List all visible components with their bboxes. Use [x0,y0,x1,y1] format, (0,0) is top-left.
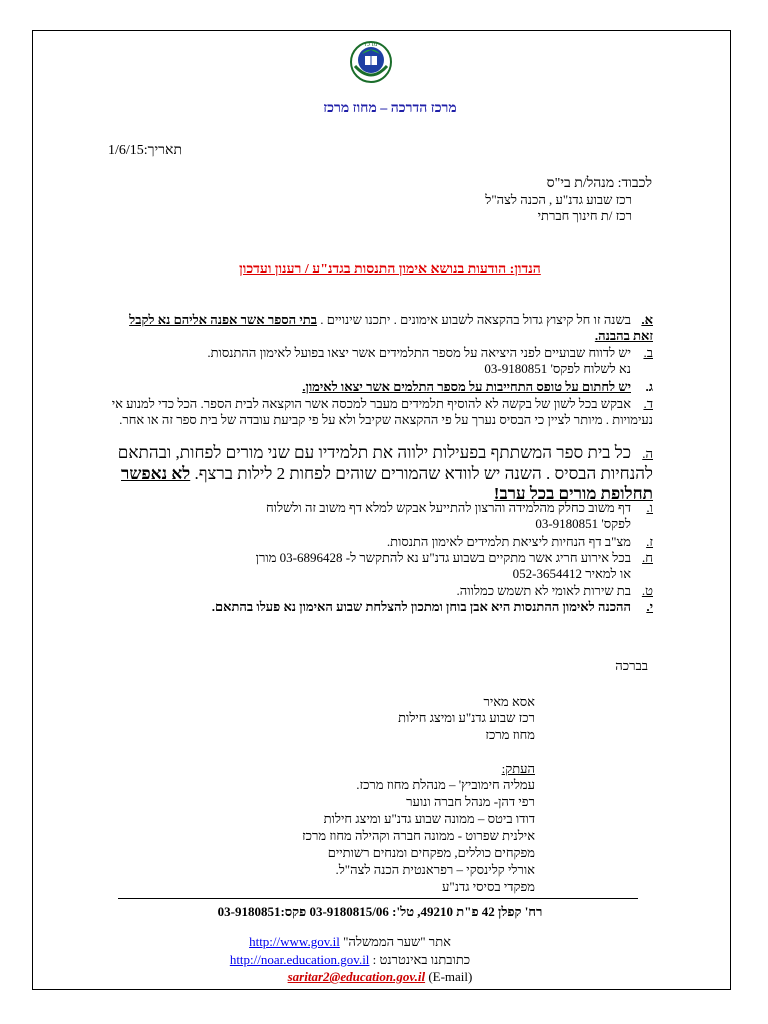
cc-line: מפקדי בסיסי גדנ"ע [442,879,535,894]
item-label: ט. [641,583,653,598]
item-bold-text: בתי הספר אשר אפנה אליהם נא לקבל זאת בהבנה. [129,312,653,343]
item-text: בשנה זו חל קיצוץ גדול בהקצאה לשבוע אימונים . יתכנו שינויים . [317,312,631,327]
item-text: בת שירות לאומי לא תשמש כמלווה. [456,583,631,598]
cc-line: רפי דהן- מנהל חברה ונוער [406,794,535,809]
list-item [110,599,653,615]
item-text: ההכנה לאימון ההתנסות היא אבן בוחן ומתכון להצלחת שבוע האימון נא פעלו בהתאם. [211,599,631,614]
item-label: ו. [646,500,653,515]
item-bold-text: לא נאפשר תחלופת מורים בכל ערב! [121,464,653,503]
site-label: אתר "שער הממשלה" [343,934,451,949]
item-text: יש לדווח שבועיים לפני היציאה על מספר התלמידים אשר יצאו בפועל לאימון ההתנסות. [207,345,631,360]
footer-divider [118,898,638,899]
item-text: יש לחתום על טופס התחייבות על מספר התלמים אשר יצאו לאימון. [302,379,631,394]
item-text-2: נא לשלוח לפקס' 03-9180851 [484,361,631,376]
noar-site-link[interactable]: http://noar.education.gov.il [229,952,370,967]
list-item [110,345,653,377]
recipient-line-2: רכז שבוע גדנ"ע , הכנה לצה"ל [485,192,632,207]
list-item [110,550,653,582]
item-text: דף משוב כחלק מהלמידה והרצון להתייעל אבקש למלא דף משוב זה ולשלוח [265,500,631,515]
footer-email [230,969,530,985]
signer-name: אסא מאיר [483,694,535,709]
list-item [110,500,653,532]
recipient-line-1: לכבוד: מנהל/ת בי"ס [546,176,652,191]
item-label: י. [646,599,653,614]
cc-line: אילנית שפרוט - ממונה חברה וקהילה מחוז מרכז [302,828,535,843]
footer-address: רח' קפלן 42 פ"ת 49210, טל': 03-9180815/06 פקס:03-9180851 [217,904,543,919]
internet-label: כתובתנו באינטרנט : [372,952,471,967]
item-label: ד. [643,396,653,411]
cc-heading: העתק: [501,761,535,776]
item-text: אבקש בכל לשון של בקשה לא להוסיף תלמידים מעבר למכסה אשר הוקצאה לבית הספר. הכל כדי למנוע אי נעימויות . מיותר לציין כי הבסיס נערך על פי ההקצאה שקיבל ולא על פי קביעת עובדה של בית ספר זה או אחר. [111,396,653,427]
cc-line: דודו ביטס – ממונה שבוע גדנ"ע ומיצג חילות [323,811,535,826]
item-text: מצ"ב דף הנחיות ליציאת תלמידים לאימון התנסות. [386,534,631,549]
list-item [110,443,653,504]
item-text: בכל אירוע חריג אשר מתקיים בשבוע גדנ"ע נא להתקשר ל- 03-6896428 מורן [255,550,631,565]
cc-line: עמליה חימוביץ' – מנהלת מחוז מרכז. [356,777,535,792]
item-label: א. [641,312,653,327]
subject-line: הנדון: הודעות בנושא אימון התנסות בגדנ"ע / רענון ועדכון [239,262,541,277]
list-item [110,312,653,344]
item-text-2: לפקס' 03-9180851 [535,516,631,531]
item-text-2: או למאיר 052-3654412 [512,566,631,581]
item-text: כל בית ספר המשתתף בפעילות ילווה את תלמידיו עם שני מורים לפחות, ובהתאם להנחיות הבסיס . השנה יש לוודא שהמורים שוהים לפחות 2 לילות ברצף. [117,443,653,483]
cc-line: אורלי קלינסקי – רפראנטית הכנה לצה"ל. [335,862,535,877]
signer-district: מחוז מרכז [485,727,535,742]
footer-internet [180,952,520,968]
list-item [110,583,653,599]
email-link[interactable]: saritar2@education.gov.il [287,969,426,984]
list-item [110,396,653,428]
list-item [110,534,653,550]
item-label: ג. [645,379,653,394]
cc-line: מפקחים כוללים, מפקחים ומנחים רשותיים [327,845,535,860]
ministry-logo-icon [349,40,393,86]
item-label: ח. [642,550,653,565]
gov-site-link[interactable]: http://www.gov.il [249,934,340,949]
closing-greeting: בברכה [615,658,648,673]
signer-title: רכז שבוע גדנ"ע ומיצג חילות [398,710,535,725]
office-title: מרכז הדרכה – מחוז מרכז [323,101,457,116]
footer-site [200,934,500,950]
list-item [110,379,653,395]
svg-text:מרכז: מרכז [364,41,378,48]
item-label: ה. [642,446,653,461]
recipient-line-3: רכז /ת חינוך חברתי [537,208,632,223]
item-label: ב. [643,345,653,360]
date-label: תאריך:1/6/15 [107,143,182,158]
email-label: (E-mail) [428,969,473,984]
item-label: ז. [646,534,653,549]
